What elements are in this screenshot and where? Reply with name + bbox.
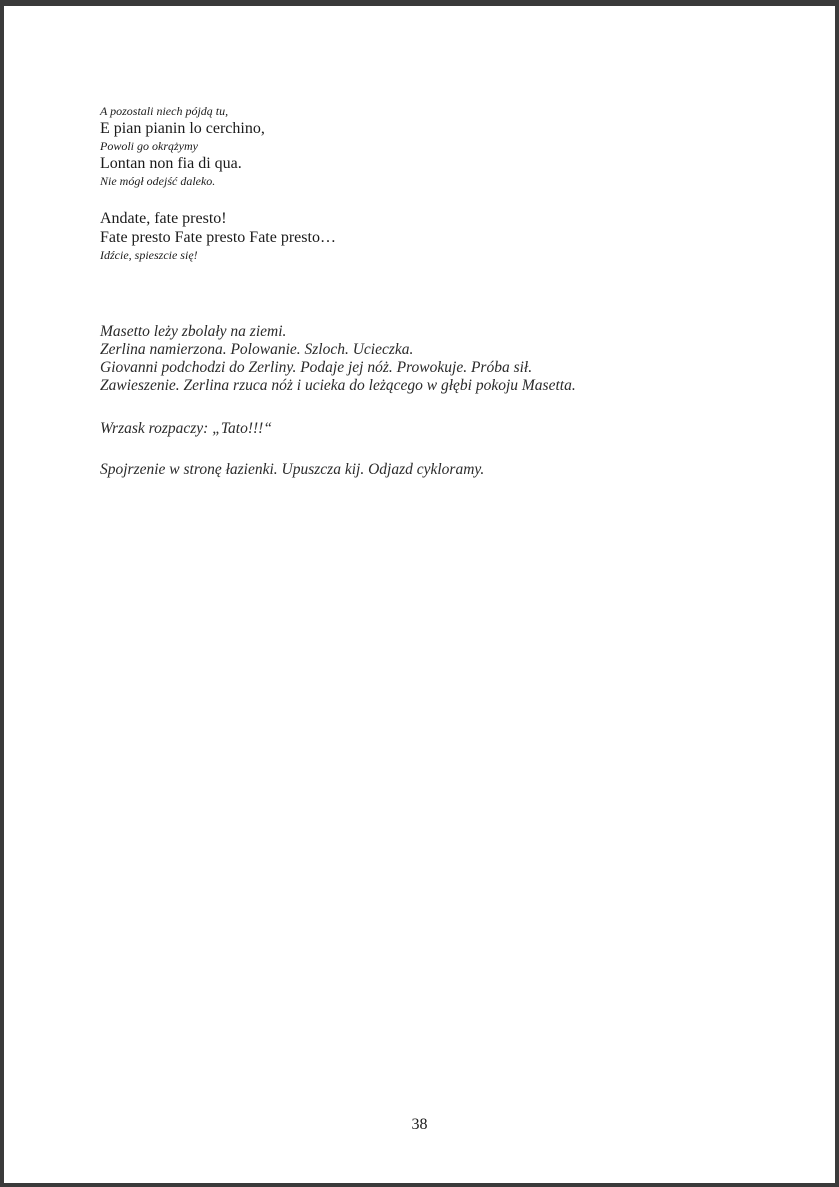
stage-direction-line: Masetto leży zbolały na ziemi. (100, 323, 287, 340)
page-number: 38 (411, 1116, 428, 1133)
translation-line: Powoli go okrążymy (100, 139, 198, 153)
lyric-line: E pian pianin lo cerchino, (100, 120, 265, 137)
stage-direction-line: Wrzask rozpaczy: „Tato!!!“ (100, 420, 272, 437)
stage-direction-line: Zerlina namierzona. Polowanie. Szloch. Ucieczka. (100, 341, 414, 358)
verse-2 (100, 209, 336, 263)
document-page (4, 6, 835, 1183)
stage-direction-line: Spojrzenie w stronę łazienki. Upuszcza kij. Odjazd cykloramy. (100, 461, 485, 478)
stage-directions-3 (100, 461, 484, 479)
translation-line: Nie mógł odejść daleko. (100, 174, 216, 188)
stage-direction-line: Giovanni podchodzi do Zerliny. Podaje jej nóż. Prowokuje. Próba sił. (100, 359, 533, 376)
stage-directions-1 (100, 323, 576, 395)
translation-line: Idźcie, spieszcie się! (100, 248, 198, 262)
stage-directions-2 (100, 420, 272, 438)
stage-direction-line: Zawieszenie. Zerlina rzuca nóż i ucieka do leżącego w głębi pokoju Masetta. (100, 377, 576, 394)
verse-1 (100, 103, 265, 189)
lyric-line: Lontan non fia di qua. (100, 155, 242, 172)
lyric-line: Andate, fate presto! (100, 210, 227, 227)
translation-line: A pozostali niech pójdą tu, (100, 104, 229, 118)
lyric-line: Fate presto Fate presto Fate presto… (100, 229, 336, 246)
